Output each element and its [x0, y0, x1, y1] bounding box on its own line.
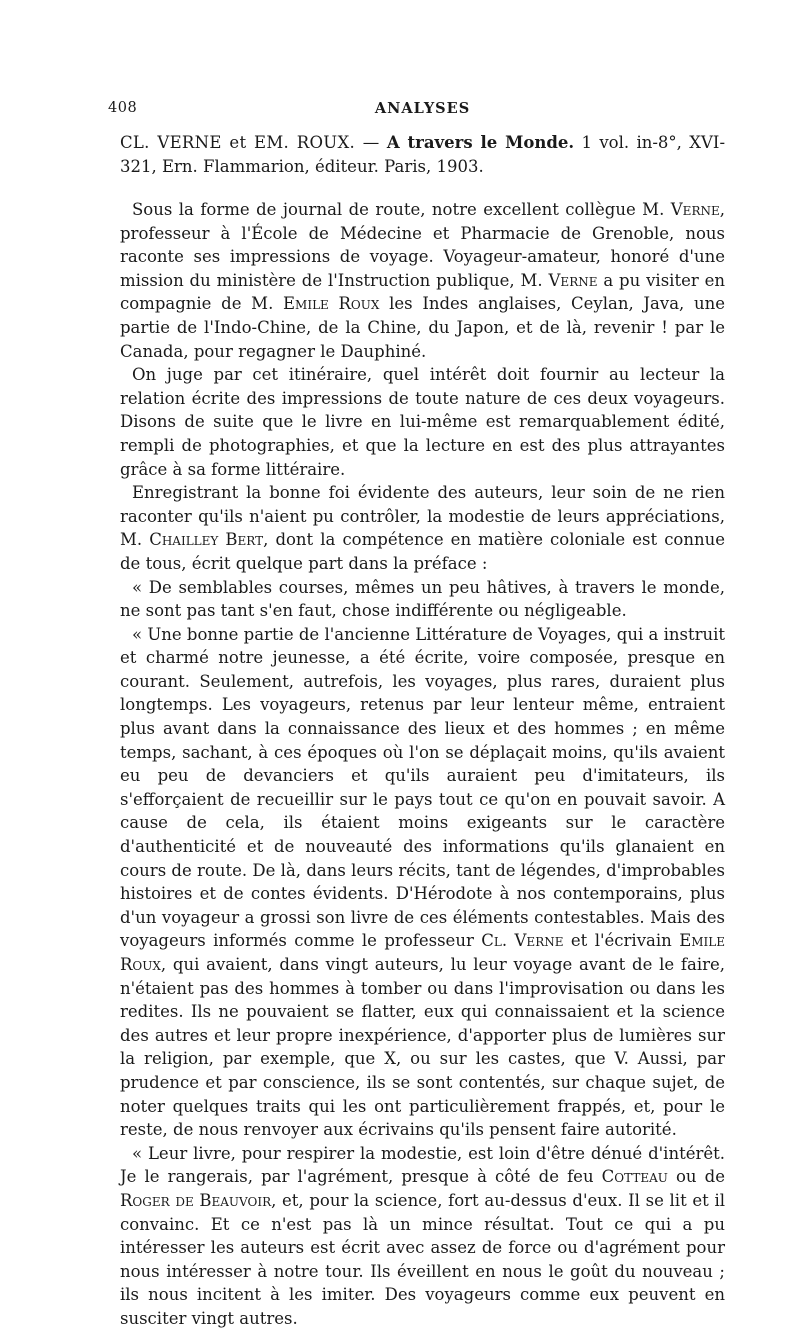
proper-name: Verne	[670, 200, 720, 219]
review-paragraph	[120, 623, 725, 1142]
paragraph-text: ou de	[667, 1167, 725, 1187]
proper-name: Emile Roux	[283, 294, 380, 314]
review-paragraph	[120, 1142, 725, 1331]
review-paragraph	[120, 198, 725, 363]
paragraph-text: a pu visiter en compagnie de M.	[120, 270, 725, 314]
paragraph-text: et l'écrivain	[563, 931, 680, 951]
review-paragraph	[120, 363, 725, 481]
paragraph-text: , dont la compétence en matière coloniale est connue de tous, écrit quelque part dans la préface :	[120, 530, 726, 573]
review-paragraph	[120, 481, 725, 575]
proper-name: Verne	[548, 270, 598, 290]
proper-name: Cotteau	[601, 1167, 668, 1187]
paragraph-text: , professeur à l'École de Médecine et Pharmacie de Grenoble, nous raconte ses impressions de voyage. Voyageur-amateur, honoré d'une mission du ministère de l'Instruction publique, M.	[120, 200, 725, 290]
paragraph-text: On juge par cet itinéraire, quel intérêt doit fournir au lecteur la relation écrite des impressions de toute nature de ces deux voyageurs. Disons de suite que le livre en lui-même est remarquablement édité, rempli de photographies, et que la lecture en est des plus attrayantes grâce à sa forme littéraire.	[120, 365, 725, 479]
citation-details: 1 vol. in-8°, XVI-321, Ern. Flammarion, éditeur. Paris, 1903.	[120, 133, 726, 176]
page-number: 408	[108, 100, 138, 116]
bibliographic-citation	[120, 131, 725, 179]
citation-work-title: A travers le Monde.	[386, 133, 575, 152]
paragraph-text: « Une bonne partie de l'ancienne Littérature de Voyages, qui a instruit et charmé notre jeunesse, a été écrite, voire composée, presque en courant. Seulement, autrefois, les voyages, plus rares, duraient plus longtemps. Les voyageurs, retenus par leur lenteur même, entraient plus avant dans la connaissance des lieux et des hommes ; en même temps, sachant, à ces époques où l'on se déplaçait moins, qu'ils avaient eu peu de devanciers et qu'ils auraient peu d'imitateurs, ils s'efforçaient de recueillir sur le pays tout ce qu'on en pouvait savoir. A cause de cela, ils étaient moins exigeants sur le caractère d'authenticité et de nouveauté des informations qu'ils glanaient en cours de route. De là, dans leurs récits, tant de légendes, d'improbables histoires et de contes évidents. D'Hérodote à nos contemporains, plus d'un voyageur a grossi son livre de ces éléments contestables. Mais des voyageurs informés comme le professeur	[120, 624, 725, 951]
citation-authors: CL. VERNE et EM. ROUX. —	[120, 133, 380, 152]
review-body	[120, 198, 725, 1331]
paragraph-text: « De semblables courses, mêmes un peu hâtives, à travers le monde, ne sont pas tant s'en faut, chose indifférente ou négligeable.	[120, 577, 725, 621]
paragraph-text: « Leur livre, pour respirer la modestie, est loin d'être dénué d'intérêt. Je le rangerais, par l'agrément, presque à côté de feu	[120, 1143, 725, 1187]
proper-name: Roger de Beauvoir	[120, 1190, 272, 1210]
section-title: ANALYSES	[374, 100, 471, 117]
paragraph-text: Enregistrant la bonne foi évidente des auteurs, leur soin de ne rien raconter qu'ils n'aient pu contrôler, la modestie de leurs appréciations, M.	[120, 483, 725, 550]
proper-name: Chailley Bert	[149, 530, 264, 550]
paragraph-text: , qui avaient, dans vingt auteurs, lu leur voyage avant de le faire, n'étaient pas des hommes à tomber ou dans l'improvisation ou dans les redites. Ils ne pouvaient se flatter, eux qui connaissaient et la science des autres et leur propre inexpérience, d'apporter plus de lumières sur la religion, par exemple, que X, ou sur les castes, que V. Aussi, par prudence et par conscience, ils se sont contentés, sur chaque sujet, de noter quelques traits qui les ont particulièrement frappés, et, pour le reste, de nous renvoyer aux écrivains qu'ils pensent faire autorité.	[120, 955, 725, 1140]
paragraph-text: , et, pour la science, fort au-dessus d'eux. Il se lit et il convainc. Et ce n'est pas là un mince résultat. Tout ce qui a pu intéresser les auteurs est écrit avec assez de force ou d'agrément pour nous intéresser à notre tour. Ils éveillent en nous le goût du nouveau ; ils nous incitent à les imiter. Des voyageurs comme eux peuvent en susciter vingt autres.	[120, 1190, 725, 1328]
journal-page	[108, 100, 726, 1331]
paragraph-text: les Indes anglaises, Ceylan, Java, une partie de l'Indo-Chine, de la Chine, du Japon, et de là, revenir ! par le Canada, pour regagner le Dauphiné.	[120, 294, 725, 361]
running-head	[108, 100, 725, 122]
review-paragraph	[120, 576, 725, 623]
proper-name: Emile Roux	[120, 931, 725, 974]
proper-name: Cl. Verne	[481, 931, 564, 951]
paragraph-text: Sous la forme de journal de route, notre excellent collègue M.	[132, 200, 671, 219]
